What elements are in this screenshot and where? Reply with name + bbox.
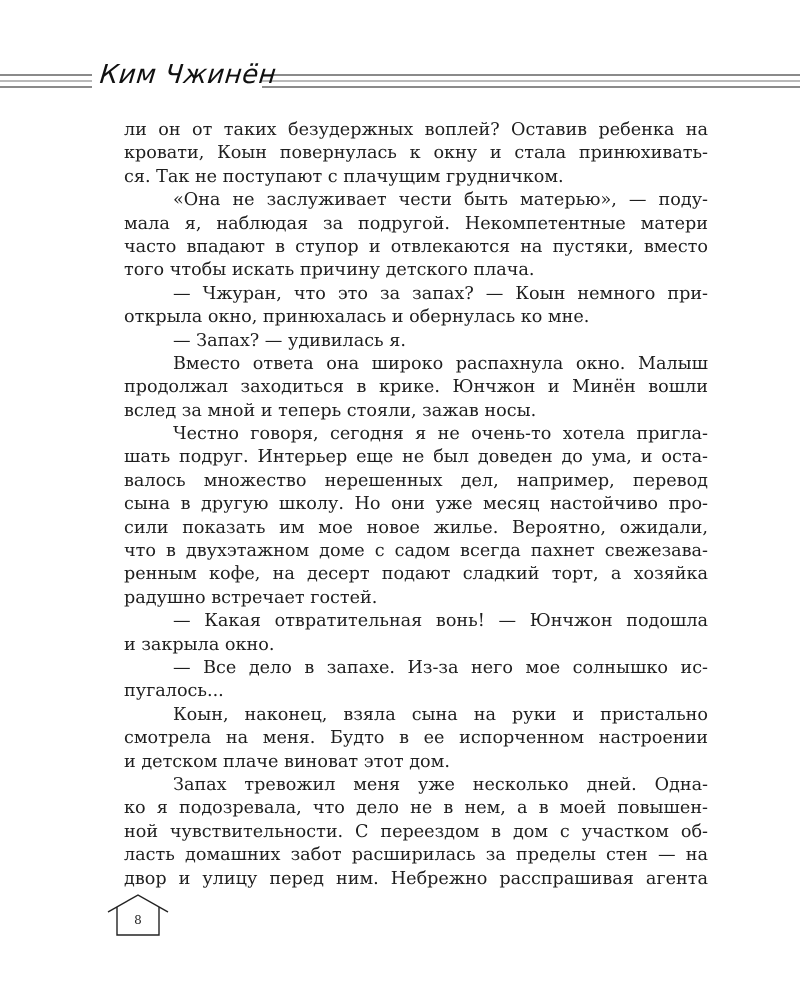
header-rule <box>0 80 92 82</box>
text-line: открыла окно, принюхалась и обернулась ко мне. <box>124 307 590 328</box>
text-line: Запах тревожил меня уже несколько дней. Одна- <box>173 774 708 795</box>
header-rule <box>0 74 92 76</box>
text-line: — Чжуран, что это за запах? — Коын немного при- <box>173 283 708 304</box>
running-head-author: Ким Чжинён <box>98 60 278 90</box>
text-line: сына в другую школу. Но они уже месяц настойчиво про- <box>124 494 708 515</box>
text-line: часто впадают в ступор и отвлекаются на пустяки, вместо <box>124 236 708 257</box>
text-line: ко я подозревала, что дело не в нем, а в моей повышен- <box>124 798 708 819</box>
text-line: Коын, наконец, взяла сына на руки и пристально <box>173 704 708 725</box>
text-line: сили показать им мое новое жилье. Вероятно, ожидали, <box>124 517 708 538</box>
text-line: радушно встречает гостей. <box>124 587 378 608</box>
text-line: шать подруг. Интерьер еще не был доведен до ума, и оста- <box>124 447 708 468</box>
text-line: вслед за мной и теперь стояли, зажав носы. <box>124 400 537 421</box>
header-rule <box>262 80 800 82</box>
text-line: кровати, Коын повернулась к окну и стала принюхивать- <box>124 143 708 164</box>
text-line: ной чувствительности. С переездом в дом с участком об- <box>124 821 708 842</box>
text-line: ренным кофе, на десерт подают сладкий торт, а хозяйка <box>124 564 708 585</box>
page-number: 8 <box>134 913 142 927</box>
text-line: двор и улицу перед ним. Небрежно расспрашивая агента <box>124 868 708 889</box>
text-line: ласть домашних забот расширилась за пределы стен — на <box>124 845 708 866</box>
text-line: валось множество нерешенных дел, например, перевод <box>124 470 708 491</box>
header-rule <box>262 86 800 88</box>
text-line: и детском плаче виноват этот дом. <box>124 751 450 772</box>
text-line: — Какая отвратительная вонь! — Юнчжон подошла <box>173 611 708 632</box>
text-line: мала я, наблюдая за подругой. Некомпетентные матери <box>124 213 708 234</box>
text-line: ли он от таких безудержных воплей? Оставив ребенка на <box>124 120 708 140</box>
body-text <box>124 119 708 891</box>
text-line: продолжал заходиться в крике. Юнчжон и Минён вошли <box>124 377 708 398</box>
text-line: пугалось... <box>124 681 224 702</box>
text-line: Честно говоря, сегодня я не очень-то хотела пригла- <box>173 424 708 445</box>
header-rule <box>0 86 92 88</box>
header-rule <box>262 74 800 76</box>
text-line: Вместо ответа она широко распахнула окно. Малыш <box>173 353 708 374</box>
text-line: — Все дело в запахе. Из-за него мое солнышко ис- <box>173 657 708 678</box>
text-line: и закрыла окно. <box>124 634 275 655</box>
text-line: того чтобы искать причину детского плача. <box>124 260 535 281</box>
text-line: смотрела на меня. Будто в ее испорченном настроении <box>124 728 708 749</box>
text-line: — Запах? — удивилась я. <box>173 330 406 351</box>
text-line: ся. Так не поступают с плачущим грудничком. <box>124 166 564 187</box>
text-line: что в двухэтажном доме с садом всегда пахнет свежезава- <box>124 541 708 562</box>
text-line: «Она не заслуживает чести быть матерью», — поду- <box>173 190 708 211</box>
